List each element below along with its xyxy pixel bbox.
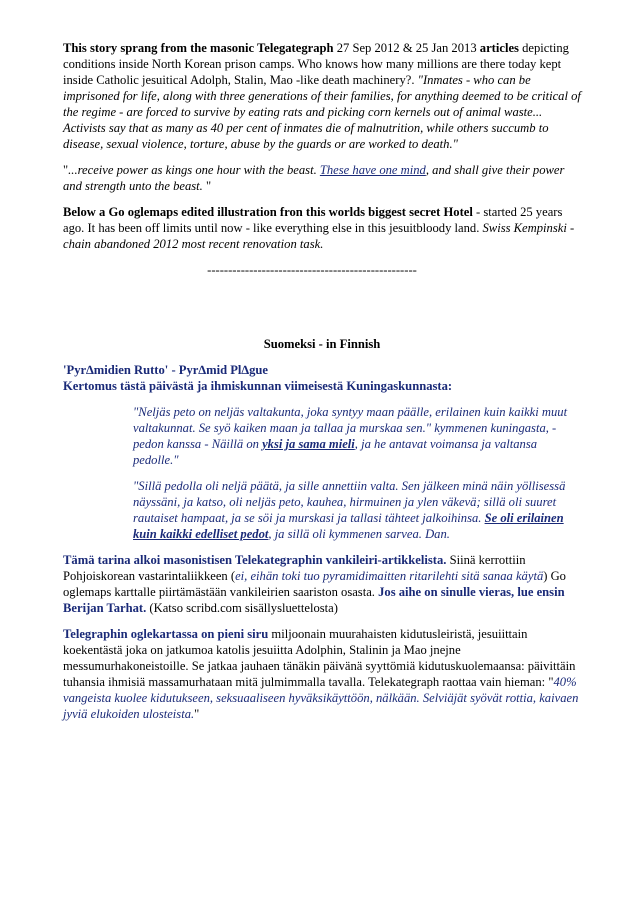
bible-quote-2-end: , ja sillä oli kymmenen sarvea. Dan. <box>268 527 450 541</box>
finnish-p2-italic: 40% vangeista kuolee kidutukseen, seksuaaliseen hyväksikäyttöön, nälkään. Selviäjät syövät rottia, kaivaen jyviä elukoiden ulosteista. <box>63 675 579 721</box>
hotel-lead: Below a Go oglemaps edited illustration fron this worlds biggest secret Hotel <box>63 205 473 219</box>
bible-quote-1-link[interactable]: yksi ja sama mieli <box>262 437 355 451</box>
hotel-rest: - started 25 years ago. It has been off limits until now - like everything else in this jesuitbloody land. <box>63 205 563 235</box>
finnish-paragraph-2 <box>63 626 581 722</box>
finnish-p2-text1: miljoonain muurahaisten kidutusleiristä, jesuiittain koekentästä joka on jatkumoa katolis jesuiitta Adolphin, Stalinin ja Mao jnejne messumurhakoneistoille. Se jatkaa jauhaen tänäkin päivänä syyttömiä kidutuskuolemaansa: päivittäin tuhansia ihmisiä massamurhataan mitä julmimmalla tavalla. Telekategraph raottaa vain hieman: " <box>63 627 576 689</box>
beast-quote-part1: ...receive power as kings one hour with the beast. <box>68 163 320 177</box>
finnish-paragraph-1 <box>63 552 581 616</box>
intro-paragraph <box>63 40 581 152</box>
finnish-p1-text3: (Katso scribd.com sisällysluettelosta) <box>146 601 338 615</box>
bible-quote-1-end: , ja he antavat voimansa ja valtansa pedolle." <box>133 437 538 467</box>
finnish-p1-text2: ) Go oglemaps karttalle piirtämästään vankileirien saariston osasta. <box>63 569 566 599</box>
beast-quote-link[interactable]: These have one mind <box>319 163 426 177</box>
bible-quote-1 <box>133 404 581 468</box>
beast-quote-part2: , and shall give their power and strength unto the beast. <box>63 163 565 193</box>
hotel-italic: Swiss Kempinski -chain abandoned 2012 most recent renovation task. <box>63 221 575 251</box>
separator-line: -------------------------------------------------- <box>207 263 417 277</box>
finnish-p1-italic: ei, eihän toki tuo pyramidimaitten ritarilehti sitä sanaa käytä <box>235 569 544 583</box>
bible-quote-2 <box>133 478 581 542</box>
finnish-heading: Suomeksi - in Finnish <box>263 337 381 351</box>
document-page <box>63 40 581 722</box>
intro-articles: articles <box>479 41 519 55</box>
beast-quote-paragraph <box>63 162 581 194</box>
bible-quote-2-text: "Sillä pedolla oli neljä päätä, ja sille annettiin valta. Sen jälkeen minä näin yöllisessä näyssäni, ja katso, oli neljäs peto, kauhea, hirmuinen ja ylen väkevä; sillä oli suuret rautaiset hampaat, ja se söi ja murskasi ja tallasi tähteet jalkoihinsa. <box>133 479 566 525</box>
beast-quote-open: " <box>63 163 69 177</box>
bible-quote-1-text: "Neljäs peto on neljäs valtakunta, joka syntyy maan päälle, erilainen kuin kaikki muut valtakunnat. Se syö kaiken maan ja tallaa ja murskaa sen." kymmenen kuningasta, - pedon kanssa - Näillä on <box>133 405 568 451</box>
beast-quote-close: " <box>202 179 212 193</box>
intro-dates: 27 Sep 2012 & 25 Jan 2013 <box>333 41 480 55</box>
finnish-title: 'Pyr∆midien Rutto' - Pyr∆mid Pl∆gue <box>63 363 269 377</box>
finnish-subtitle: Kertomus tästä päivästä ja ihmiskunnan viimeisestä Kuningaskunnasta: <box>63 379 453 393</box>
intro-rest: depicting conditions inside North Korean prison camps. Who knows how many millions are there today kept inside Catholic jesuitical Adolph, Stalin, Mao -like death machinery?. <box>63 41 569 87</box>
finnish-p2-close: " <box>194 707 200 721</box>
hotel-paragraph <box>63 204 581 252</box>
intro-quote: "Inmates - who can be imprisoned for life, along with three generations of their families, for anything deemed to be critical of the regime - are forced to survive by eating rats and picking corn kernels out of animal waste... Activists say that as many as 40 per cent of inmates die of malnutrition, while others succumb to disease, sexual violence, torture, abuse by the guards or are worked to death." <box>63 73 581 151</box>
bible-quote-2-link[interactable]: Se oli erilainen kuin kaikki edelliset pedot <box>133 511 564 541</box>
finnish-p1-bold2: Jos aihe on sinulle vieras, lue ensin Berijan Tarhat. <box>63 585 565 615</box>
intro-lead: This story sprang from the masonic Telegategraph <box>63 41 334 55</box>
finnish-p2-lead: Telegraphin oglekartassa on pieni siru <box>63 627 269 641</box>
finnish-p1-lead: Tämä tarina alkoi masonistisen Telekategraphin vankileiri-artikkelista. <box>63 553 447 567</box>
finnish-p1-text1: Siinä kerrottiin Pohjoiskorean vastarintaliikkeen ( <box>63 553 526 583</box>
